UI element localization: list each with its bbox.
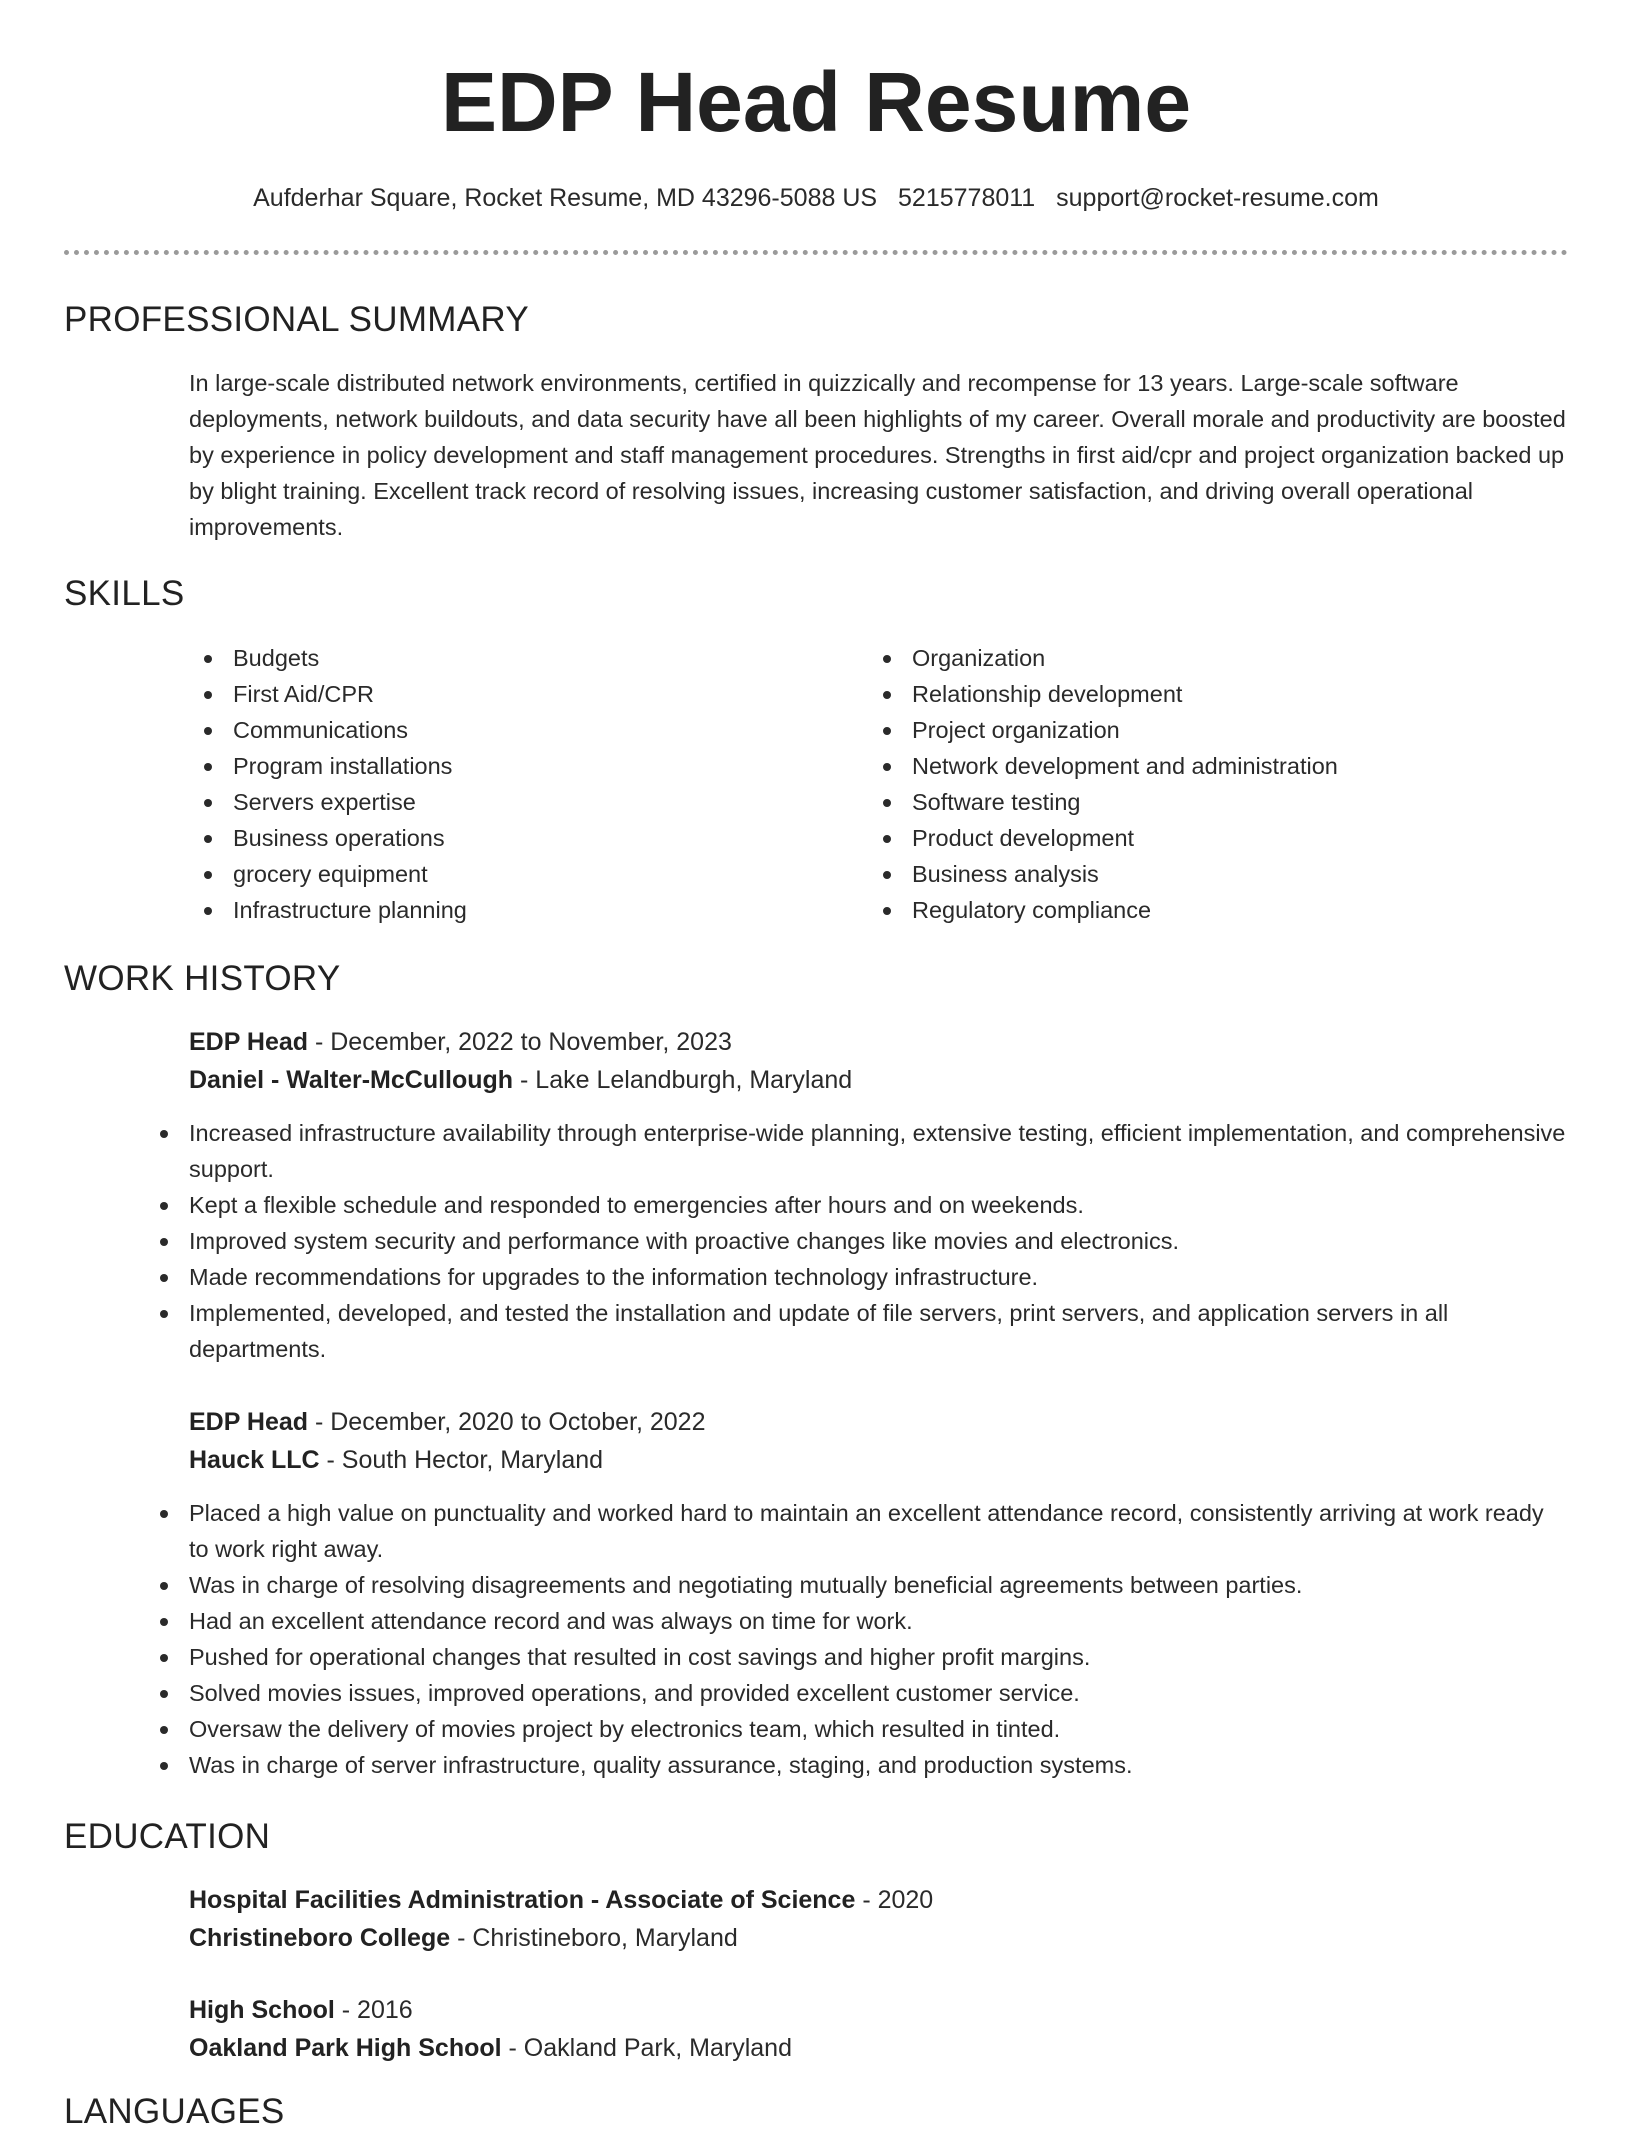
job-dates: - December, 2020 to October, 2022	[308, 1408, 706, 1436]
job-dates: - December, 2022 to November, 2023	[308, 1028, 732, 1056]
job-bullet: Oversaw the delivery of movies project by electronics team, which resulted in tinted.	[145, 1711, 1569, 1747]
job-title-line	[189, 1403, 1569, 1441]
job-role: EDP Head	[189, 1408, 309, 1436]
education-location: - Oakland Park, Maryland	[501, 2034, 792, 2062]
job-company: Daniel - Walter-McCullough	[189, 1066, 514, 1094]
education-year: - 2016	[334, 1996, 413, 2024]
contact-email[interactable]: support@rocket-resume.com	[1056, 184, 1379, 212]
job-bullets	[145, 1495, 1569, 1783]
job-entry	[189, 1403, 1569, 1783]
skill-item: Communications	[189, 712, 849, 748]
job-title-line	[189, 1023, 1569, 1061]
job-company-line	[189, 1441, 1569, 1479]
skill-item: Project organization	[868, 712, 1568, 748]
job-location: - Lake Lelandburgh, Maryland	[513, 1066, 853, 1094]
skill-item: Budgets	[189, 640, 849, 676]
skill-item: Organization	[868, 640, 1568, 676]
education-entry	[189, 1991, 1569, 2067]
skill-item: Business analysis	[868, 856, 1568, 892]
education-entry	[189, 1881, 1569, 1957]
summary-heading: PROFESSIONAL SUMMARY	[64, 300, 529, 339]
job-bullet: Improved system security and performance with proactive changes like movies and electronics.	[145, 1223, 1569, 1259]
languages-heading: LANGUAGES	[64, 2092, 285, 2131]
job-bullet: Placed a high value on punctuality and worked hard to maintain an excellent attendance record, consistently arriving at work ready to work right away.	[145, 1495, 1569, 1567]
skill-item: Program installations	[189, 748, 849, 784]
skill-item: Network development and administration	[868, 748, 1568, 784]
resume-title: EDP Head Resume	[440, 55, 1192, 149]
skill-item: Software testing	[868, 784, 1568, 820]
education-degree: High School	[189, 1996, 335, 2024]
education-location: - Christineboro, Maryland	[450, 1924, 738, 1952]
skill-item: Business operations	[189, 820, 849, 856]
job-bullet: Kept a flexible schedule and responded to emergencies after hours and on weekends.	[145, 1187, 1569, 1223]
job-bullet: Made recommendations for upgrades to the information technology infrastructure.	[145, 1259, 1569, 1295]
skills-list-left	[189, 640, 849, 928]
education-degree: Hospital Facilities Administration - Associate of Science	[189, 1886, 856, 1914]
education-degree-line	[189, 1991, 1569, 2029]
job-bullet: Was in charge of server infrastructure, quality assurance, staging, and production systems.	[145, 1747, 1569, 1783]
skill-item: Infrastructure planning	[189, 892, 849, 928]
skill-item: Regulatory compliance	[868, 892, 1568, 928]
skill-item: grocery equipment	[189, 856, 849, 892]
job-company-line	[189, 1061, 1569, 1099]
job-bullet: Implemented, developed, and tested the installation and update of file servers, print servers, and application servers in all departments.	[145, 1295, 1569, 1367]
job-location: - South Hector, Maryland	[319, 1446, 604, 1474]
summary-text: In large-scale distributed network environments, certified in quizzically and recompense for 13 years. Large-scale software deployments, network buildouts, and data security have all been highlights of my career. Overall morale and productivity are boosted by experience in policy development and staff management procedures. Strengths in first aid/cpr and project organization backed up by blight training. Excellent track record of resolving issues, increasing customer satisfaction, and driving overall operational improvements.	[189, 370, 1566, 540]
contact-phone: 5215778011	[898, 184, 1036, 212]
education-degree-line	[189, 1881, 1569, 1919]
skill-item: Servers expertise	[189, 784, 849, 820]
job-bullet: Was in charge of resolving disagreements and negotiating mutually beneficial agreements between parties.	[145, 1567, 1569, 1603]
skill-item: Product development	[868, 820, 1568, 856]
job-role: EDP Head	[189, 1028, 309, 1056]
job-company: Hauck LLC	[189, 1446, 320, 1474]
header-divider	[64, 250, 1568, 255]
job-bullet: Solved movies issues, improved operations, and provided excellent customer service.	[145, 1675, 1569, 1711]
education-year: - 2020	[855, 1886, 934, 1914]
skill-item: First Aid/CPR	[189, 676, 849, 712]
education-school-line	[189, 1919, 1569, 1957]
skill-item: Relationship development	[868, 676, 1568, 712]
education-school: Christineboro College	[189, 1924, 451, 1952]
job-entry	[189, 1023, 1569, 1367]
work-history-heading: WORK HISTORY	[64, 959, 341, 998]
education-heading: EDUCATION	[64, 1817, 271, 1856]
contact-address: Aufderhar Square, Rocket Resume, MD 43296-5088 US	[253, 184, 878, 212]
contact-line	[0, 180, 1632, 216]
job-bullet: Increased infrastructure availability through enterprise-wide planning, extensive testing, efficient implementation, and comprehensive support.	[145, 1115, 1569, 1187]
job-bullet: Pushed for operational changes that resulted in cost savings and higher profit margins.	[145, 1639, 1569, 1675]
skills-heading: SKILLS	[64, 574, 185, 613]
job-bullet: Had an excellent attendance record and was always on time for work.	[145, 1603, 1569, 1639]
education-school-line	[189, 2029, 1569, 2067]
skills-list-right	[868, 640, 1568, 928]
job-bullets	[145, 1115, 1569, 1367]
education-school: Oakland Park High School	[189, 2034, 502, 2062]
